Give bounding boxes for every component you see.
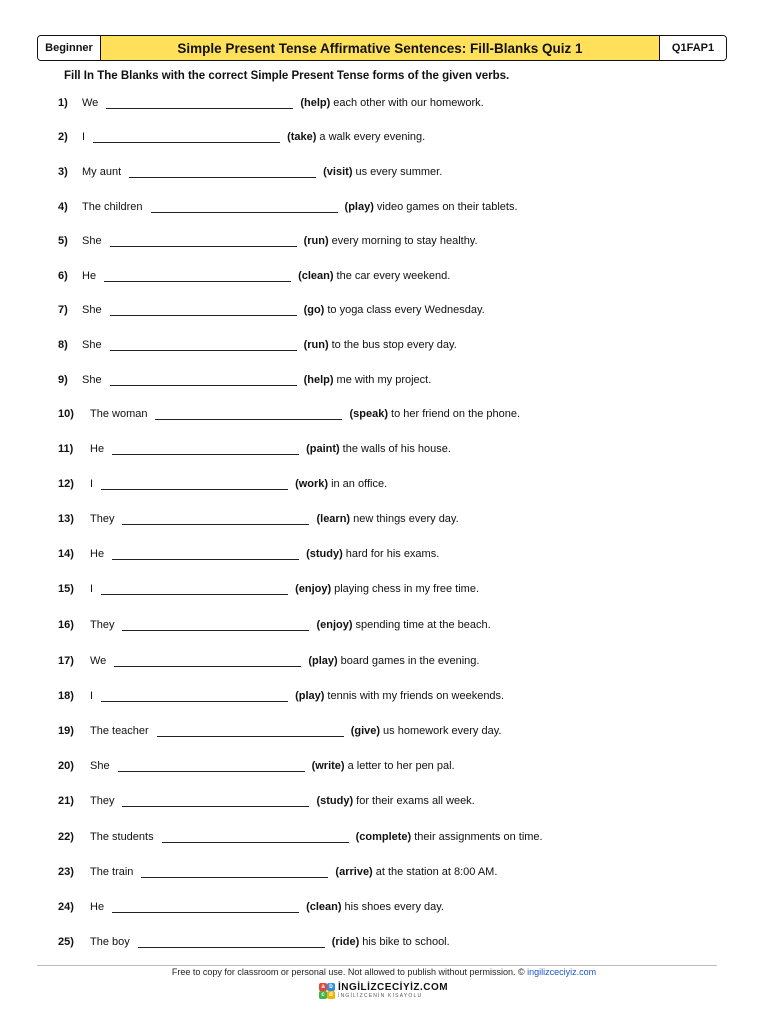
question-rest: in an office. <box>331 478 388 490</box>
question-row <box>58 474 387 490</box>
question-number: 8) <box>58 339 68 351</box>
answer-blank[interactable] <box>122 619 309 631</box>
answer-blank[interactable] <box>114 655 301 667</box>
question-number: 7) <box>58 304 68 316</box>
question-row <box>58 127 425 143</box>
answer-blank[interactable] <box>101 478 288 490</box>
question-number: 22) <box>58 831 74 843</box>
answer-blank[interactable] <box>112 901 299 913</box>
question-subject: They <box>90 619 115 631</box>
answer-blank[interactable] <box>122 513 309 525</box>
question-subject: I <box>82 131 86 143</box>
question-number: 12) <box>58 478 74 490</box>
question-verb: (work) <box>295 478 329 490</box>
question-number: 13) <box>58 513 74 525</box>
answer-blank[interactable] <box>110 235 297 247</box>
question-verb: (clean) <box>298 270 334 282</box>
question-subject: They <box>90 795 115 807</box>
question-subject: The train <box>90 866 134 878</box>
question-verb: (play) <box>344 201 374 213</box>
question-row <box>58 756 455 772</box>
question-verb: (take) <box>287 131 317 143</box>
quiz-header <box>37 35 727 61</box>
question-subject: The boy <box>90 936 130 948</box>
question-row <box>58 791 475 807</box>
abc-blocks-icon: a b c d <box>319 983 335 999</box>
quiz-title: Simple Present Tense Affirmative Sentences: Fill-Blanks Quiz 1 <box>101 36 659 60</box>
answer-blank[interactable] <box>101 583 288 595</box>
question-subject: The students <box>90 831 154 843</box>
question-rest: each other with our homework. <box>333 97 484 109</box>
question-number: 11) <box>58 443 74 455</box>
question-rest: a letter to her pen pal. <box>347 760 455 772</box>
question-number: 10) <box>58 408 74 420</box>
question-row <box>58 439 451 455</box>
question-subject: We <box>82 97 99 109</box>
question-number: 4) <box>58 201 68 213</box>
question-row <box>58 162 442 178</box>
question-verb: (speak) <box>349 408 389 420</box>
question-row <box>58 197 518 213</box>
question-subject: I <box>90 690 94 702</box>
question-number: 14) <box>58 548 74 560</box>
question-subject: They <box>90 513 115 525</box>
question-rest: at the station at 8:00 AM. <box>375 866 498 878</box>
question-verb: (visit) <box>323 166 353 178</box>
question-number: 23) <box>58 866 74 878</box>
question-row <box>58 93 484 109</box>
question-verb: (complete) <box>355 831 412 843</box>
footer-link[interactable]: ingilizceciyiz.com <box>527 967 597 977</box>
question-subject: She <box>82 304 102 316</box>
question-subject: My aunt <box>82 166 122 178</box>
question-verb: (clean) <box>306 901 342 913</box>
question-rest: a walk every evening. <box>319 131 426 143</box>
question-number: 25) <box>58 936 74 948</box>
question-row <box>58 615 491 631</box>
question-number: 18) <box>58 690 74 702</box>
instructions: Fill In The Blanks with the correct Simple Present Tense forms of the given verbs. <box>64 70 510 82</box>
question-number: 19) <box>58 725 74 737</box>
question-number: 21) <box>58 795 74 807</box>
question-number: 2) <box>58 131 68 143</box>
question-rest: tennis with my friends on weekends. <box>327 690 505 702</box>
answer-blank[interactable] <box>112 548 299 560</box>
question-rest: video games on their tablets. <box>376 201 518 213</box>
question-subject: She <box>82 374 102 386</box>
question-row <box>58 862 497 878</box>
question-rest: spending time at the beach. <box>355 619 491 631</box>
question-rest: hard for his exams. <box>345 548 440 560</box>
question-number: 6) <box>58 270 68 282</box>
question-row <box>58 300 485 316</box>
question-verb: (enjoy) <box>316 619 353 631</box>
question-rest: the walls of his house. <box>342 443 451 455</box>
question-number: 3) <box>58 166 68 178</box>
answer-blank[interactable] <box>110 374 297 386</box>
question-rest: us homework every day. <box>383 725 502 737</box>
question-number: 9) <box>58 374 68 386</box>
question-row <box>58 509 459 525</box>
question-subject: She <box>82 235 102 247</box>
question-subject: The woman <box>90 408 148 420</box>
question-rest: me with my project. <box>336 374 432 386</box>
question-rest: every morning to stay healthy. <box>331 235 478 247</box>
question-rest: the car every weekend. <box>336 270 451 282</box>
answer-blank[interactable] <box>112 443 299 455</box>
question-subject: I <box>90 478 94 490</box>
question-rest: for their exams all week. <box>356 795 475 807</box>
question-number: 17) <box>58 655 74 667</box>
question-verb: (study) <box>306 548 343 560</box>
question-rest: their assignments on time. <box>414 831 543 843</box>
question-number: 16) <box>58 619 74 631</box>
answer-blank[interactable] <box>138 936 325 948</box>
question-subject: He <box>82 270 97 282</box>
question-verb: (play) <box>295 690 325 702</box>
logo-tagline: İNGİLİZCENİN KISAYOLU <box>338 993 423 999</box>
question-number: 24) <box>58 901 74 913</box>
question-verb: (help) <box>303 374 334 386</box>
question-row <box>58 897 444 913</box>
answer-blank[interactable] <box>141 866 328 878</box>
question-rest: to yoga class every Wednesday. <box>327 304 485 316</box>
question-row <box>58 651 479 667</box>
question-verb: (run) <box>303 235 329 247</box>
question-subject: She <box>90 760 110 772</box>
question-verb: (write) <box>311 760 345 772</box>
question-row <box>58 335 457 351</box>
site-logo[interactable] <box>319 982 448 1000</box>
question-verb: (run) <box>303 339 329 351</box>
question-row <box>58 544 439 560</box>
question-verb: (learn) <box>316 513 351 525</box>
answer-blank[interactable] <box>93 131 280 143</box>
answer-blank[interactable] <box>110 304 297 316</box>
answer-blank[interactable] <box>110 339 297 351</box>
question-row <box>58 231 478 247</box>
question-number: 20) <box>58 760 74 772</box>
answer-blank[interactable] <box>129 166 316 178</box>
question-rest: us every summer. <box>355 166 443 178</box>
question-number: 1) <box>58 97 68 109</box>
question-subject: She <box>82 339 102 351</box>
question-rest: new things every day. <box>353 513 459 525</box>
question-row <box>58 579 479 595</box>
answer-blank[interactable] <box>118 760 305 772</box>
question-verb: (ride) <box>331 936 360 948</box>
question-rest: his shoes every day. <box>344 901 444 913</box>
answer-blank[interactable] <box>101 690 288 702</box>
question-rest: to the bus stop every day. <box>331 339 457 351</box>
question-number: 15) <box>58 583 74 595</box>
question-row <box>58 932 450 948</box>
question-verb: (study) <box>316 795 354 807</box>
question-rest: to her friend on the phone. <box>391 408 521 420</box>
question-subject: We <box>90 655 107 667</box>
question-subject: The teacher <box>90 725 149 737</box>
question-verb: (go) <box>303 304 325 316</box>
question-row <box>58 404 520 420</box>
question-row <box>58 721 501 737</box>
question-verb: (arrive) <box>335 866 373 878</box>
question-subject: The children <box>82 201 143 213</box>
question-subject: He <box>90 548 105 560</box>
question-subject: I <box>90 583 94 595</box>
question-row <box>58 266 450 282</box>
question-verb: (give) <box>350 725 381 737</box>
question-verb: (help) <box>300 97 331 109</box>
question-rest: playing chess in my free time. <box>334 583 480 595</box>
question-rest: board games in the evening. <box>340 655 480 667</box>
question-subject: He <box>90 901 105 913</box>
answer-blank[interactable] <box>157 725 344 737</box>
question-row <box>58 370 431 386</box>
question-verb: (play) <box>308 655 338 667</box>
question-verb: (paint) <box>306 443 340 455</box>
question-verb: (enjoy) <box>295 583 332 595</box>
answer-blank[interactable] <box>106 97 293 109</box>
answer-blank[interactable] <box>122 795 309 807</box>
answer-blank[interactable] <box>162 831 349 843</box>
question-subject: He <box>90 443 105 455</box>
answer-blank[interactable] <box>151 201 338 213</box>
footer-notice <box>0 967 768 977</box>
question-row <box>58 686 504 702</box>
logo-name: İNGİLİZCECİYİZ.COM <box>338 982 449 993</box>
footer-copyright-text: Free to copy for classroom or personal use. Not allowed to publish without permission. © <box>171 967 525 977</box>
quiz-code: Q1FAP1 <box>659 36 726 60</box>
footer-divider <box>37 965 717 966</box>
question-row <box>58 827 543 843</box>
question-rest: his bike to school. <box>362 936 450 948</box>
level-label: Beginner <box>38 36 101 60</box>
answer-blank[interactable] <box>104 270 291 282</box>
question-number: 5) <box>58 235 68 247</box>
answer-blank[interactable] <box>155 408 342 420</box>
